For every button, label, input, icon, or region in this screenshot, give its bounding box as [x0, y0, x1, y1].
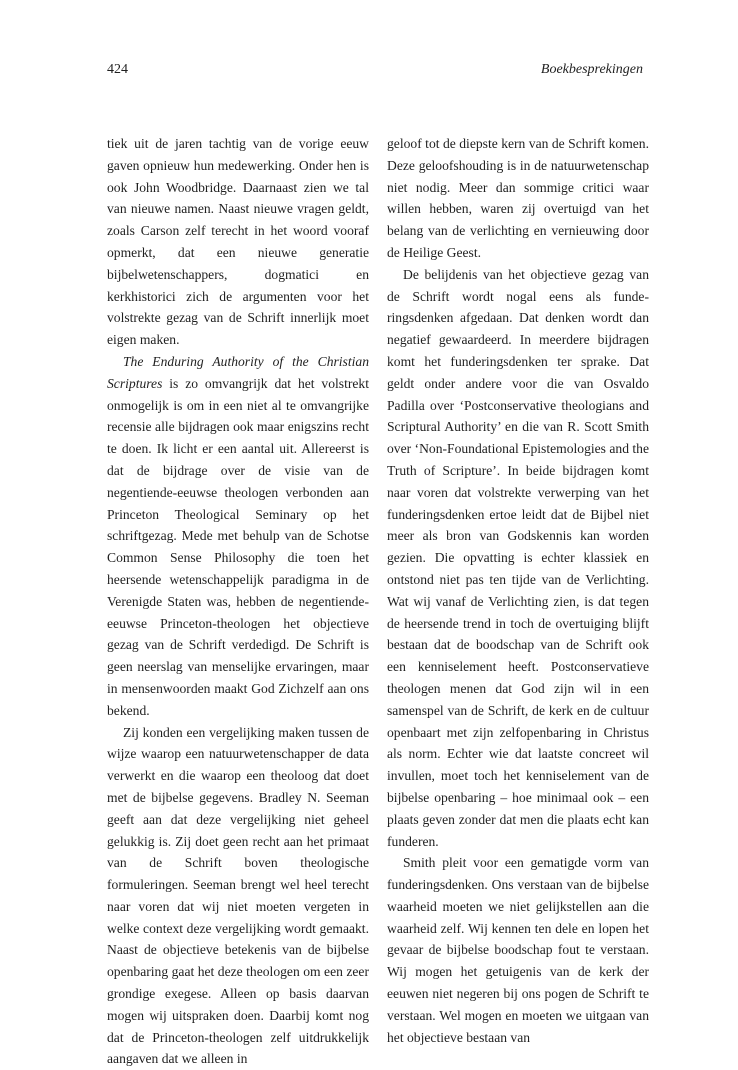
paragraph: Zij konden een vergelijking maken tussen de wijze waarop een natuurwetenschapper de data verwerkt en die waarop een theoloog dat doet met de bijbelse gegevens. Bradley N. Seeman geeft aan dat deze vergelijking niet geheel gelukkig is. Zij doet geen recht aan het primaat van de Schrift boven theologische formuleringen. Seeman brengt wel heel terecht naar voren dat wij niet moeten vergeten in welke context deze vergelijking wordt gemaakt. Naast de objectieve betekenis van de bijbelse openbaring gaat het deze theologen om een zeer grondige exegese. Alleen op basis daarvan mogen wij uitspraken doen. Daarbij komt nog dat de Princeton-theologen zelf uitdrukkelijk aangaven dat we alleen in	[107, 724, 369, 1067]
paragraph	[107, 351, 369, 722]
paragraph: tiek uit de jaren tachtig van de vorige eeuw gaven opnieuw hun medewerking. Onder hen is ook John Woodbridge. Daarnaast zien we tal van nieuwe namen. Naast nieuwe vragen geldt, zoals Carson zelf terecht in het woord vooraf opmerkt, dat een nieuwe generatie bijbelwetenschappers, dogmatici en kerkhistorici zich de argumenten voor het volstrekte gezag van de Schrift innerlijk moet eigen maken.	[107, 136, 369, 348]
book-title: The Enduring Authority of the Christian Scriptures	[107, 353, 369, 391]
right-column	[387, 133, 649, 1048]
page-number: 424	[107, 62, 128, 77]
running-head: Boekbesprekingen	[540, 62, 643, 77]
paragraph: De belijdenis van het objectieve gezag van de Schrift wordt nogal eens als funderingsdenken afgedaan. Dat denken wordt dan negatief gewaardeerd. In meerdere bijdragen komt het funderingsdenken ter sprake. Dat geldt onder andere voor die van Osvaldo Padilla over ‘Postconservative theologians and Scriptural Authority’ en die van R. Scott Smith over ‘Non-Foundational Epistemologies and the Truth of Scripture’. In beide bijdragen komt naar voren dat volstrekte verwerping van het funderingsdenken ertoe leidt dat de Bijbel niet meer als bron van Godskennis kan worden gezien. Die opvatting is echter klassiek en ontstond niet pas ten tijde van de Verlichting. Wat wij vanaf de Verlichting zien, is dat tegen de heersende trend in toch de overtuiging blijft bestaan dat de boodschap van de Schrift ook een kenniselement heeft. Postconservatieve theologen menen dat God zijn wil in een samenspel van de Schrift, de kerk en de cultuur openbaart met zijn zelfopenbaring in Christus als norm. Echter wie dat laatste concreet wil invullen, moet toch het kenniselement van de bijbelse openbaring – hoe minimaal ook – een plaats geven zonder dat men die plaats echt kan funderen.	[387, 266, 650, 849]
paragraph: Smith pleit voor een gematigde vorm van funderingsdenken. Ons verstaan van de bijbelse waarheid moeten we niet gelijkstellen aan die waarheid zelf. Wij kennen ten dele en lopen het gevaar de bijbelse boodschap fout te verstaan. Wij mogen het getuigenis van de kerk der eeuwen niet negeren bij ons pogen de Schrift te verstaan. Wel mogen en moeten we uitgaan van het objectieve bestaan van	[387, 855, 649, 1045]
left-column	[107, 133, 369, 1070]
paragraph: geloof tot de diepste kern van de Schrift komen. Deze geloofshouding is in de natuurwetenschap niet nodig. Meer dan sommige critici waar willen hebben, waren zij overtuigd van het belang van de verlichting en vernieuwing door de Heilige Geest.	[387, 136, 649, 260]
page-header	[0, 62, 738, 86]
paragraph-text: is zo omvangrijk dat het volstrekt onmogelijk is om in een niet al te omvangrijke recensie alle bijdragen ook maar enigszins recht te doen. Ik licht er een aantal uit. Allereerst is dat de bijdrage over de visie van de negentiende-eeuwse theologen verbonden aan Princeton Theological Seminary op het schriftgezag. Mede met behulp van de Schotse Common Sense Philosophy die toen het heersende wetenschappelijk paradigma in de Verenigde Staten was, hebben de negentiende-eeuwse Princeton-theologen het objectieve gezag van de Schrift verdedigd. De Schrift is geen neerslag van menselijke ervaringen, maar in mensenwoorden maakt God Zichzelf aan ons bekend.	[107, 375, 369, 718]
